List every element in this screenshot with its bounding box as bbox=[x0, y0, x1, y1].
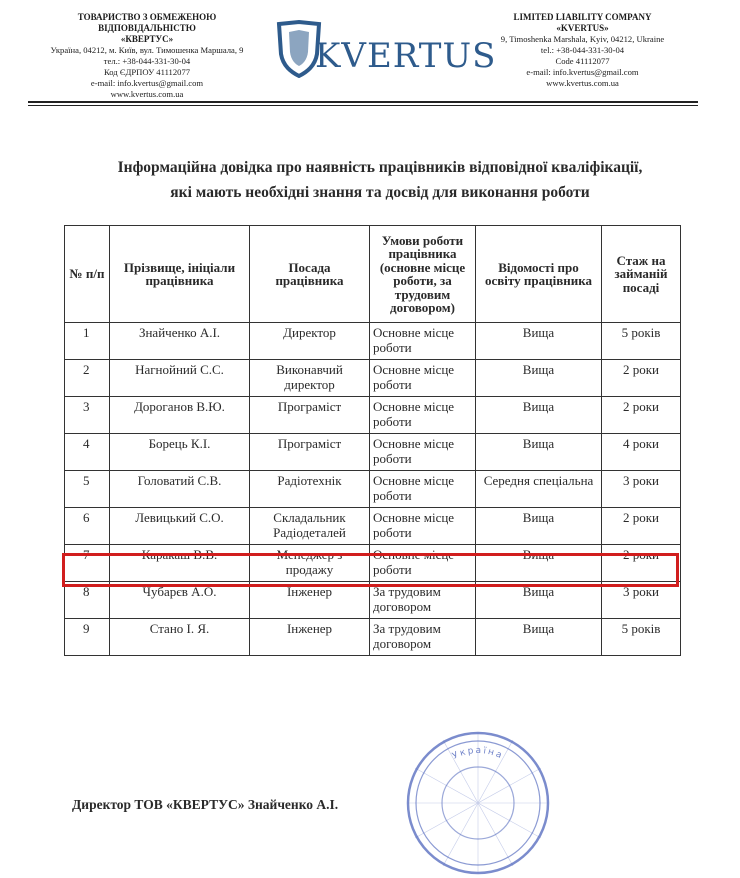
header-num: № п/п bbox=[65, 226, 110, 323]
logo-wordmark: KVERTUS bbox=[315, 36, 497, 76]
header-ua-line: Код ЄДРПОУ 41112077 bbox=[103, 67, 191, 77]
title-line-1: Інформаційна довідка про наявність працівників відповідної кваліфікації, bbox=[117, 159, 643, 176]
cell-name: Головатий С.В. bbox=[110, 471, 250, 508]
table-row bbox=[65, 582, 681, 619]
cell-education: Вища bbox=[476, 545, 602, 582]
cell-num: 6 bbox=[65, 508, 110, 545]
cell-conditions: За трудовим договором bbox=[370, 619, 476, 656]
cell-num: 4 bbox=[65, 434, 110, 471]
cell-conditions: Основне місце роботи bbox=[370, 360, 476, 397]
cell-position: Інженер bbox=[250, 582, 370, 619]
header-conditions: Умови роботи працівника (основне місце роботи, за трудовим договором) bbox=[370, 226, 476, 323]
header-en-line: 9, Timoshenka Marshala, Kyiv, 04212, Ukraine bbox=[500, 34, 665, 44]
cell-experience: 2 роки bbox=[602, 545, 681, 582]
header-en-line: tel.: +38-044-331-30-04 bbox=[540, 45, 625, 55]
cell-num: 7 bbox=[65, 545, 110, 582]
cell-education: Вища bbox=[476, 582, 602, 619]
header-education: Відомості про освіту працівника bbox=[476, 226, 602, 323]
cell-num: 5 bbox=[65, 471, 110, 508]
cell-name: Чубарєв А.О. bbox=[110, 582, 250, 619]
cell-position: Виконавчий директор bbox=[250, 360, 370, 397]
cell-position: Інженер bbox=[250, 619, 370, 656]
cell-name: Стано І. Я. bbox=[110, 619, 250, 656]
cell-conditions: За трудовим договором bbox=[370, 582, 476, 619]
cell-conditions: Основне місце роботи bbox=[370, 545, 476, 582]
header-experience: Стаж на займаній посаді bbox=[602, 226, 681, 323]
header-divider bbox=[28, 101, 698, 103]
stamp-text: Україна bbox=[451, 745, 505, 762]
cell-experience: 5 років bbox=[602, 323, 681, 360]
cell-position: Менеджер з продажу bbox=[250, 545, 370, 582]
cell-experience: 3 роки bbox=[602, 582, 681, 619]
cell-education: Вища bbox=[476, 397, 602, 434]
cell-experience: 2 роки bbox=[602, 397, 681, 434]
cell-num: 8 bbox=[65, 582, 110, 619]
cell-num: 2 bbox=[65, 360, 110, 397]
staff-table bbox=[64, 225, 681, 656]
cell-education: Вища bbox=[476, 323, 602, 360]
header-position: Посада працівника bbox=[250, 226, 370, 323]
cell-name: Левицький С.О. bbox=[110, 508, 250, 545]
header-ua-line: Україна, 04212, м. Київ, вул. Тимошенка Маршала, 9 bbox=[50, 45, 244, 55]
header-en-line: «KVERTUS» bbox=[556, 23, 609, 33]
header-divider-thin bbox=[28, 105, 698, 106]
cell-experience: 5 років bbox=[602, 619, 681, 656]
cell-conditions: Основне місце роботи bbox=[370, 471, 476, 508]
table-row bbox=[65, 323, 681, 360]
header-ua-line: тел.: +38-044-331-30-04 bbox=[103, 56, 191, 66]
cell-conditions: Основне місце роботи bbox=[370, 434, 476, 471]
cell-experience: 2 роки bbox=[602, 508, 681, 545]
cell-conditions: Основне місце роботи bbox=[370, 323, 476, 360]
header-name: Прізвище, ініціали працівника bbox=[110, 226, 250, 323]
cell-position: Програміст bbox=[250, 434, 370, 471]
cell-name: Знайченко А.І. bbox=[110, 323, 250, 360]
cell-education: Вища bbox=[476, 619, 602, 656]
cell-num: 9 bbox=[65, 619, 110, 656]
header-ua-line: www.kvertus.com.ua bbox=[110, 89, 184, 99]
cell-name: Нагнойний С.С. bbox=[110, 360, 250, 397]
header-ua-line: «КВЕРТУС» bbox=[120, 34, 174, 44]
header-ua-line: ТОВАРИСТВО З ОБМЕЖЕНОЮ bbox=[77, 12, 217, 22]
cell-position: Радіотехнік bbox=[250, 471, 370, 508]
table-row bbox=[65, 508, 681, 545]
header-en-line: www.kvertus.com.ua bbox=[546, 78, 619, 88]
cell-name: Дороганов В.Ю. bbox=[110, 397, 250, 434]
table-header-row bbox=[65, 226, 681, 323]
cell-education: Вища bbox=[476, 360, 602, 397]
cell-position: Складальник Радіодеталей bbox=[250, 508, 370, 545]
cell-experience: 2 роки bbox=[602, 360, 681, 397]
header-ua-line: e-mail: info.kvertus@gmail.com bbox=[90, 78, 204, 88]
table-row bbox=[65, 360, 681, 397]
row-highlight-box bbox=[62, 553, 679, 587]
cell-education: Середня спеціальна bbox=[476, 471, 602, 508]
title-line-2: які мають необхідні знання та досвід для виконання роботи bbox=[170, 184, 590, 201]
company-stamp-icon bbox=[403, 728, 553, 878]
company-header-ua bbox=[22, 12, 272, 100]
cell-education: Вища bbox=[476, 508, 602, 545]
cell-conditions: Основне місце роботи bbox=[370, 508, 476, 545]
cell-num: 3 bbox=[65, 397, 110, 434]
cell-experience: 3 роки bbox=[602, 471, 681, 508]
cell-position: Директор bbox=[250, 323, 370, 360]
cell-position: Програміст bbox=[250, 397, 370, 434]
cell-num: 1 bbox=[65, 323, 110, 360]
header-en-line: LIMITED LIABILITY COMPANY bbox=[513, 12, 652, 22]
table-row bbox=[65, 471, 681, 508]
cell-education: Вища bbox=[476, 434, 602, 471]
table-row bbox=[65, 434, 681, 471]
cell-name: Борець К.І. bbox=[110, 434, 250, 471]
director-signature-line: Директор ТОВ «КВЕРТУС» Знайченко А.І. bbox=[72, 797, 339, 812]
cell-experience: 4 роки bbox=[602, 434, 681, 471]
cell-conditions: Основне місце роботи bbox=[370, 397, 476, 434]
company-logo bbox=[275, 20, 497, 80]
header-en-line: Code 41112077 bbox=[555, 56, 610, 66]
table-row bbox=[65, 619, 681, 656]
document-title bbox=[40, 155, 720, 205]
company-header-en bbox=[455, 12, 710, 89]
table-row bbox=[65, 397, 681, 434]
header-en-line: e-mail: info.kvertus@gmail.com bbox=[526, 67, 639, 77]
cell-name: Каракаш В.В. bbox=[110, 545, 250, 582]
header-ua-line: ВІДПОВІДАЛЬНІСТЮ bbox=[98, 23, 196, 33]
